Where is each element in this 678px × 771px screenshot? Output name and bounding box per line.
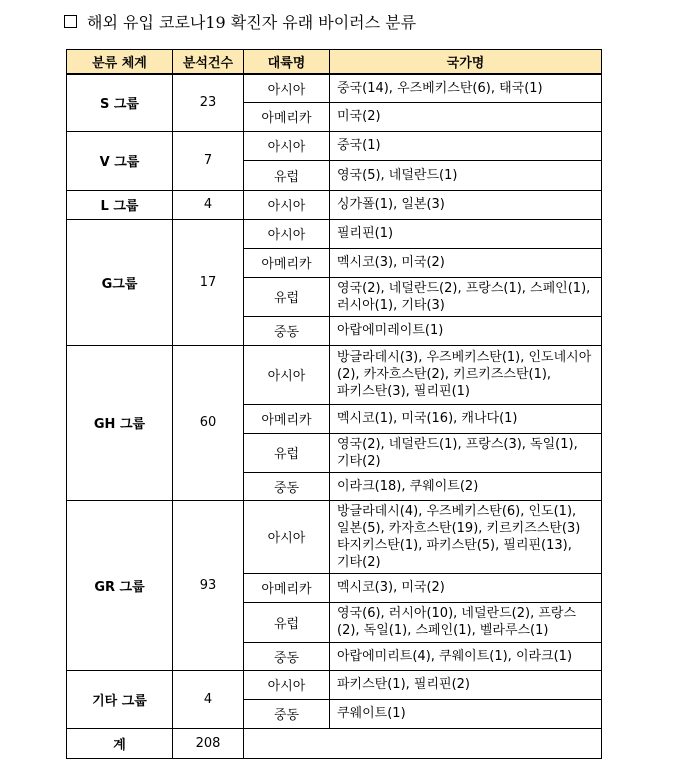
continent-cell: 유럽 [244, 602, 330, 642]
continent-cell: 아메리카 [244, 573, 330, 602]
countries-cell: 멕시코(3), 미국(2) [330, 248, 602, 277]
continent-cell: 중동 [244, 472, 330, 500]
group-name: GR 그룹 [67, 500, 173, 670]
countries-cell: 영국(2), 네덜란드(1), 프랑스(3), 독일(1), 기타(2) [330, 433, 602, 472]
group-name: 기타 그룹 [67, 670, 173, 728]
table-row [67, 131, 602, 160]
group-name: L 그룹 [67, 190, 173, 219]
header-count: 분석건수 [173, 50, 244, 75]
group-name: GH 그룹 [67, 345, 173, 500]
table-row [67, 219, 602, 248]
document-title [64, 8, 416, 34]
countries-cell: 방글라데시(3), 우즈베키스탄(1), 인도네시아(2), 카자흐스탄(2), 키르키즈스탄(1), 파키스탄(3), 필리핀(1) [330, 345, 602, 404]
header-row [67, 50, 602, 75]
countries-cell: 파키스탄(1), 필리핀(2) [330, 670, 602, 699]
table-row [67, 74, 602, 102]
group-count: 7 [173, 131, 244, 190]
continent-cell: 아메리카 [244, 102, 330, 131]
group-count: 60 [173, 345, 244, 500]
countries-cell: 아랍에미리트(4), 쿠웨이트(1), 이라크(1) [330, 642, 602, 670]
countries-cell: 방글라데시(4), 우즈베키스탄(6), 인도(1), 일본(5), 카자흐스탄(19), 키르키즈스탄(3) 타지키스탄(1), 파키스탄(5), 필리핀(13), 기타(2) [330, 500, 602, 573]
countries-cell: 필리핀(1) [330, 219, 602, 248]
countries-cell: 중국(14), 우즈베키스탄(6), 태국(1) [330, 74, 602, 102]
group-name: S 그룹 [67, 74, 173, 131]
countries-cell: 영국(5), 네덜란드(1) [330, 160, 602, 190]
header-classification: 분류 체계 [67, 50, 173, 75]
virus-classification-table [66, 49, 602, 759]
continent-cell: 아시아 [244, 345, 330, 404]
countries-cell: 멕시코(3), 미국(2) [330, 573, 602, 602]
countries-cell: 아랍에미레이트(1) [330, 316, 602, 345]
countries-cell: 싱가폴(1), 일본(3) [330, 190, 602, 219]
group-name: G그룹 [67, 219, 173, 345]
continent-cell: 아시아 [244, 190, 330, 219]
table-row [67, 190, 602, 219]
continent-cell: 아시아 [244, 219, 330, 248]
continent-cell: 유럽 [244, 160, 330, 190]
continent-cell: 중동 [244, 316, 330, 345]
group-name: V 그룹 [67, 131, 173, 190]
continent-cell: 유럽 [244, 433, 330, 472]
checkbox-icon [64, 15, 77, 28]
continent-cell: 중동 [244, 699, 330, 728]
total-empty-cell [244, 728, 602, 758]
group-count: 4 [173, 670, 244, 728]
group-count: 4 [173, 190, 244, 219]
title-text: 해외 유입 코로나19 확진자 유래 바이러스 분류 [87, 12, 417, 32]
total-label: 계 [67, 728, 173, 758]
continent-cell: 아메리카 [244, 248, 330, 277]
continent-cell: 중동 [244, 642, 330, 670]
continent-cell: 아시아 [244, 670, 330, 699]
table-row [67, 500, 602, 573]
countries-cell: 쿠웨이트(1) [330, 699, 602, 728]
continent-cell: 아시아 [244, 74, 330, 102]
countries-cell: 미국(2) [330, 102, 602, 131]
countries-cell: 중국(1) [330, 131, 602, 160]
group-count: 23 [173, 74, 244, 131]
table-row [67, 345, 602, 404]
countries-cell: 영국(6), 러시아(10), 네덜란드(2), 프랑스(2), 독일(1), 스페인(1), 벨라루스(1) [330, 602, 602, 642]
countries-cell: 이라크(18), 쿠웨이트(2) [330, 472, 602, 500]
countries-cell: 멕시코(1), 미국(16), 캐나다(1) [330, 404, 602, 433]
header-continent: 대륙명 [244, 50, 330, 75]
continent-cell: 아메리카 [244, 404, 330, 433]
group-count: 93 [173, 500, 244, 670]
continent-cell: 아시아 [244, 131, 330, 160]
group-count: 17 [173, 219, 244, 345]
total-row [67, 728, 602, 758]
table-row [67, 670, 602, 699]
countries-cell: 영국(2), 네덜란드(2), 프랑스(1), 스페인(1), 러시아(1), 기타(3) [330, 277, 602, 316]
continent-cell: 유럽 [244, 277, 330, 316]
continent-cell: 아시아 [244, 500, 330, 573]
total-count: 208 [173, 728, 244, 758]
header-country: 국가명 [330, 50, 602, 75]
